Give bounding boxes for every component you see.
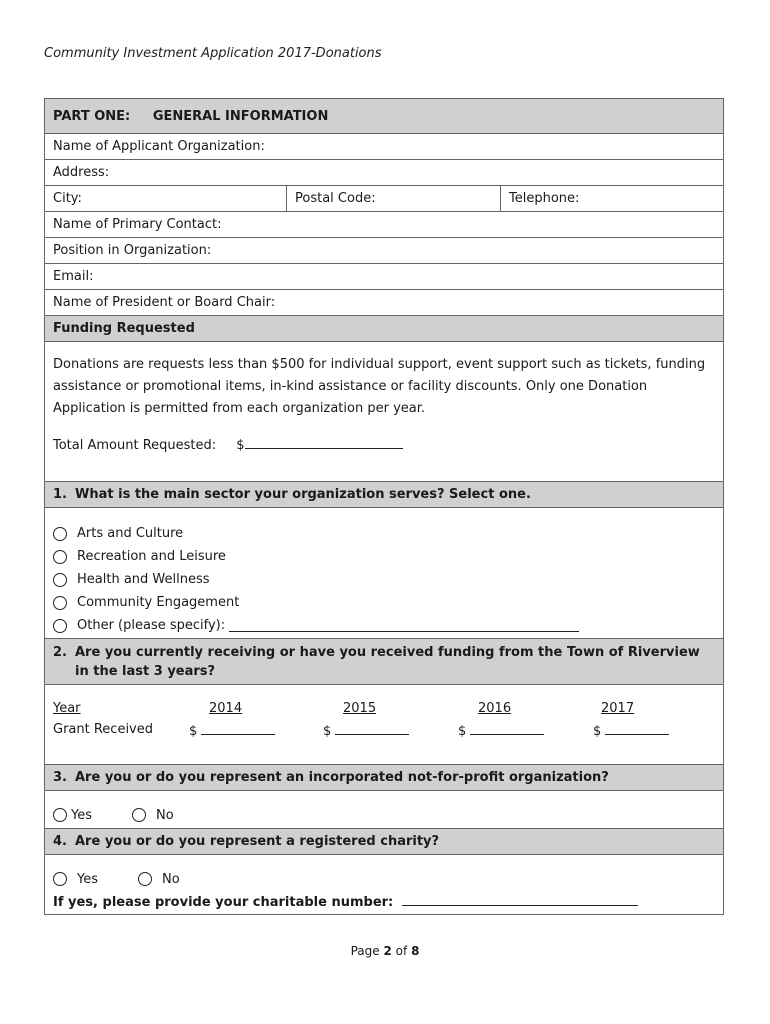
q1-header bbox=[45, 481, 723, 507]
telephone-field[interactable] bbox=[500, 186, 723, 211]
org-name-label: Name of Applicant Organization: bbox=[53, 139, 265, 154]
address-label: Address: bbox=[53, 165, 110, 180]
q1-option-arts[interactable] bbox=[53, 522, 715, 545]
q3-number: 3. bbox=[53, 770, 67, 785]
grant-received-label: Grant Received bbox=[53, 722, 154, 737]
q1-option-label: Recreation and Leisure bbox=[77, 549, 226, 564]
funding-block bbox=[45, 341, 723, 481]
q1-option-label: Health and Wellness bbox=[77, 572, 210, 587]
total-amount-input[interactable] bbox=[245, 436, 403, 449]
q2-number: 2. bbox=[53, 645, 67, 660]
postal-code-field[interactable] bbox=[286, 186, 500, 211]
radio-icon[interactable] bbox=[53, 573, 67, 587]
primary-contact-field[interactable] bbox=[45, 211, 723, 237]
radio-icon[interactable] bbox=[53, 872, 67, 886]
president-field[interactable] bbox=[45, 289, 723, 315]
q1-options bbox=[45, 507, 723, 638]
email-label: Email: bbox=[53, 269, 94, 284]
q1-question: What is the main sector your organization serves? Select one. bbox=[75, 487, 531, 502]
grant-2015-input[interactable] bbox=[335, 722, 409, 735]
primary-contact-label: Name of Primary Contact: bbox=[53, 217, 222, 232]
org-name-field[interactable] bbox=[45, 133, 723, 159]
city-postal-phone-row bbox=[45, 185, 723, 211]
funding-description: Donations are requests less than $500 for individual support, event support such as tickets, funding assistance or promotional items, in-kind assistance or facility discounts. Only one Donation Application is permitted from each organization per year. bbox=[53, 357, 706, 416]
q4-question: Are you or do you represent a registered charity? bbox=[75, 834, 440, 849]
q3-header bbox=[45, 764, 723, 790]
q3-options bbox=[45, 790, 723, 828]
dollar-sign: $ bbox=[189, 724, 198, 739]
part-one-header: PART ONE: GENERAL INFORMATION bbox=[45, 99, 723, 133]
position-field[interactable] bbox=[45, 237, 723, 263]
radio-icon[interactable] bbox=[53, 527, 67, 541]
q1-option-community[interactable] bbox=[53, 591, 715, 614]
radio-icon[interactable] bbox=[53, 550, 67, 564]
q3-no-option[interactable] bbox=[132, 807, 174, 823]
page-total: 8 bbox=[411, 944, 420, 958]
email-field[interactable] bbox=[45, 263, 723, 289]
year-2017: 2017 bbox=[601, 701, 635, 716]
year-label: Year bbox=[53, 701, 81, 716]
q4-yes-option[interactable] bbox=[53, 871, 98, 887]
q3-yes-label: Yes bbox=[71, 807, 92, 823]
q1-option-other[interactable] bbox=[53, 614, 715, 637]
charitable-number-label: If yes, please provide your charitable number: bbox=[53, 895, 394, 910]
page-footer bbox=[0, 944, 770, 958]
page-of: of bbox=[395, 944, 408, 958]
q4-no-label: No bbox=[162, 871, 180, 887]
telephone-label: Telephone: bbox=[509, 191, 580, 206]
q2-question: Are you currently receiving or have you received funding from the Town of Riverview in the last 3 years? bbox=[75, 645, 700, 679]
grant-2017-input[interactable] bbox=[605, 722, 669, 735]
grant-2016-input[interactable] bbox=[470, 722, 544, 735]
radio-icon[interactable] bbox=[53, 596, 67, 610]
dollar-sign: $ bbox=[323, 724, 332, 739]
q3-yes-option[interactable] bbox=[53, 807, 92, 823]
year-2015: 2015 bbox=[343, 701, 377, 716]
document-title: Community Investment Application 2017-Donations bbox=[44, 46, 382, 61]
other-specify-input[interactable] bbox=[229, 619, 579, 632]
city-field[interactable] bbox=[45, 186, 286, 211]
postal-code-label: Postal Code: bbox=[295, 191, 376, 206]
charitable-number-row bbox=[53, 893, 715, 910]
q1-number: 1. bbox=[53, 487, 67, 502]
q4-header bbox=[45, 828, 723, 854]
q1-option-label: Arts and Culture bbox=[77, 526, 184, 541]
funding-header: Funding Requested bbox=[45, 315, 723, 341]
q2-grants bbox=[45, 684, 723, 764]
radio-icon[interactable] bbox=[53, 808, 67, 822]
q1-option-recreation[interactable] bbox=[53, 545, 715, 568]
q4-no-option[interactable] bbox=[138, 871, 180, 887]
page-prefix: Page bbox=[350, 944, 380, 958]
q4-yes-label: Yes bbox=[77, 871, 98, 887]
radio-icon[interactable] bbox=[132, 808, 146, 822]
year-2014: 2014 bbox=[209, 701, 243, 716]
page-number: 2 bbox=[383, 944, 392, 958]
president-label: Name of President or Board Chair: bbox=[53, 295, 276, 310]
q3-question: Are you or do you represent an incorporated not-for-profit organization? bbox=[75, 770, 609, 785]
total-amount-row bbox=[53, 436, 715, 453]
address-field[interactable] bbox=[45, 159, 723, 185]
year-2016: 2016 bbox=[478, 701, 512, 716]
grant-2014-input[interactable] bbox=[201, 722, 275, 735]
q3-no-label: No bbox=[156, 807, 174, 823]
position-label: Position in Organization: bbox=[53, 243, 212, 258]
total-dollar-sign: $ bbox=[236, 438, 245, 453]
dollar-sign: $ bbox=[458, 724, 467, 739]
q4-options bbox=[45, 854, 723, 914]
total-amount-label: Total Amount Requested: bbox=[53, 438, 217, 453]
grant-years-grid bbox=[53, 701, 715, 739]
application-form bbox=[44, 98, 724, 915]
radio-icon[interactable] bbox=[53, 619, 67, 633]
city-label: City: bbox=[53, 191, 82, 206]
dollar-sign: $ bbox=[593, 724, 602, 739]
radio-icon[interactable] bbox=[138, 872, 152, 886]
q1-option-label: Other (please specify): bbox=[77, 618, 226, 633]
q4-number: 4. bbox=[53, 834, 67, 849]
q1-option-label: Community Engagement bbox=[77, 595, 240, 610]
charitable-number-input[interactable] bbox=[402, 893, 638, 906]
q1-option-health[interactable] bbox=[53, 568, 715, 591]
q2-header bbox=[45, 638, 723, 684]
